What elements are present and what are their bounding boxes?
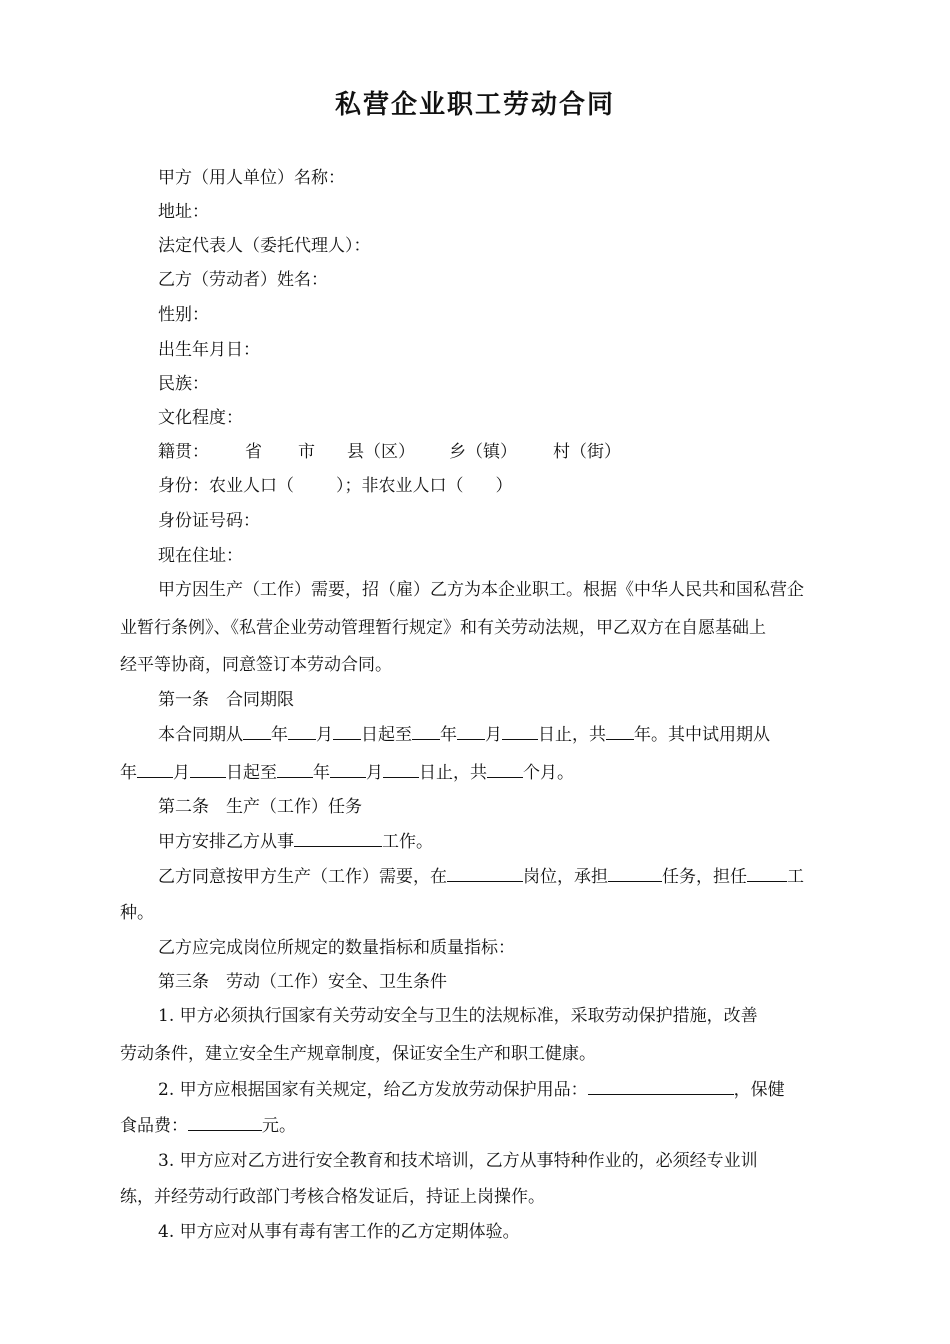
education-field: 文化程度： (158, 408, 243, 428)
article-3-item-2-line-2: 食品费： 元。 (120, 1113, 296, 1138)
identity-field: 身份：农业人口（ ）；非农业人口（ ） (158, 476, 513, 496)
native-place-field: 籍贯： 省 市 县（区） 乡（镇） 村（街） (158, 442, 621, 462)
preamble-line-1: 甲方因生产（工作）需要，招（雇）乙方为本企业职工。根据《中华人民共和国私营企 (158, 580, 804, 600)
article-2-assignment: 甲方安排乙方从事 工作。 (158, 829, 433, 854)
preamble-line-3: 经平等协商，同意签订本劳动合同。 (120, 655, 392, 675)
employee-name-field: 乙方（劳动者）姓名： (158, 270, 328, 290)
current-address-field: 现在住址： (158, 546, 243, 566)
birthdate-field: 出生年月日： (158, 340, 260, 360)
article-1-term-line-1: 本合同期从 年 月 日起至 年 月 日止，共 年。其中试用期从 (158, 722, 770, 747)
article-3-item-4: 4. 甲方应对从事有毒有害工作的乙方定期体验。 (158, 1222, 520, 1242)
article-2-agreement: 乙方同意按甲方生产（工作）需要，在 岗位，承担 任务，担任 工 (158, 864, 804, 889)
article-3-item-3-line-1: 3. 甲方应对乙方进行安全教育和技术培训，乙方从事特种作业的，必须经专业训 (158, 1151, 758, 1171)
article-1-heading: 第一条 合同期限 (158, 690, 294, 710)
ethnicity-field: 民族： (158, 374, 209, 394)
article-2-agreement-cont: 种。 (120, 903, 154, 923)
article-2-quota: 乙方应完成岗位所规定的数量指标和质量指标： (158, 938, 515, 958)
gender-field: 性别： (158, 305, 209, 325)
article-3-heading: 第三条 劳动（工作）安全、卫生条件 (158, 972, 447, 992)
legal-rep-field: 法定代表人（委托代理人）： (158, 236, 371, 256)
article-3-item-1-line-2: 劳动条件，建立安全生产规章制度，保证安全生产和职工健康。 (120, 1044, 596, 1064)
article-3-item-2-line-1: 2. 甲方应根据国家有关规定，给乙方发放劳动保护用品： ，保健 (158, 1077, 785, 1102)
article-3-item-1-line-1: 1. 甲方必须执行国家有关劳动安全与卫生的法规标准，采取劳动保护措施，改善 (158, 1006, 758, 1026)
address-field: 地址： (158, 202, 209, 222)
document-title: 私营企业职工劳动合同 (334, 90, 615, 120)
employer-name-field: 甲方（用人单位）名称： (158, 168, 345, 188)
article-2-heading: 第二条 生产（工作）任务 (158, 797, 362, 817)
preamble-line-2: 业暂行条例》、《私营企业劳动管理暂行规定》和有关劳动法规，甲乙双方在自愿基础上 (120, 618, 766, 638)
article-3-item-3-line-2: 练，并经劳动行政部门考核合格发证后，持证上岗操作。 (120, 1187, 545, 1207)
article-1-term-line-2: 年 月 日起至 年 月 日止，共 个月。 (120, 760, 574, 785)
id-number-field: 身份证号码： (158, 511, 260, 531)
